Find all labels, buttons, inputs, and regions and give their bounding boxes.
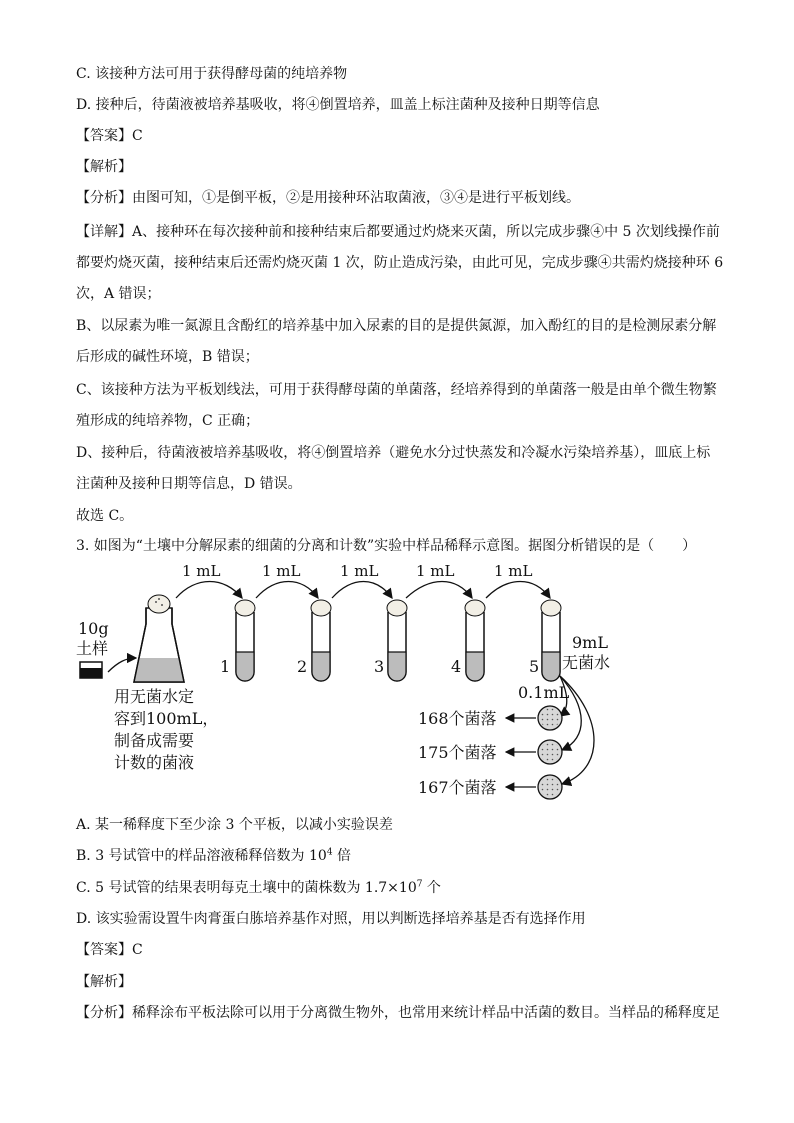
answer: 【答案】C xyxy=(76,942,143,958)
tube-number-3: 3 xyxy=(374,657,385,676)
transfer-label-5: 1 mL xyxy=(494,562,533,580)
analysis-start: 【分析】稀释涂布平板法除可以用于分离微生物外，也常用来统计样品中活菌的数目。当样品的稀释度足 xyxy=(76,1005,720,1021)
transfer-label-4: 1 mL xyxy=(416,562,455,580)
flask-caption-4: 计数的菌液 xyxy=(114,753,195,772)
tube-number-2: 2 xyxy=(297,657,308,676)
plate-count-3: 167个菌落 xyxy=(418,778,497,797)
plate-1 xyxy=(538,706,562,730)
analysis-text: 【分析】由图可知，①是倒平板，②是用接种环沾取菌液，③④是进行平板划线。 xyxy=(76,190,580,206)
option-d: D. 该实验需设置牛肉膏蛋白胨培养基作对照，用以判断选择培养基是否有选择作用 xyxy=(76,911,586,927)
flask-caption-1: 用无菌水定 xyxy=(114,687,195,706)
plate-count-1: 168个菌落 xyxy=(418,709,497,728)
option-c xyxy=(76,878,441,898)
option-b-suffix: 倍 xyxy=(332,848,351,864)
option-c-suffix: 个 xyxy=(422,880,441,896)
detail-d-line-1: D、接种后，待菌液被培养基吸收，将④倒置培养（避免水分过快蒸发和冷凝水污染培养基），皿底上标 xyxy=(76,445,711,461)
transfer-label-1: 1 mL xyxy=(182,562,221,580)
analysis-heading-prev: 【解析】 xyxy=(76,159,132,175)
option-c-text: C. 5 号试管的结果表明每克土壤中的菌株数为 1.7×10 xyxy=(76,880,417,896)
tube-water: 无菌水 xyxy=(562,653,611,672)
detail-c-line-2: 殖形成的纯培养物，C 正确； xyxy=(76,413,260,429)
option-c-exponent: 7 xyxy=(416,879,423,890)
transfer-label-2: 1 mL xyxy=(262,562,301,580)
test-tube-1 xyxy=(235,600,255,681)
tube-number-5: 5 xyxy=(529,657,540,676)
plate-2 xyxy=(538,740,562,764)
plating-arrows xyxy=(560,676,594,784)
soil-to-flask-arrow xyxy=(108,658,136,672)
option-b-text: B. 3 号试管中的样品溶液稀释倍数为 10 xyxy=(76,848,327,864)
detail-line-1: 【详解】A、接种环在每次接种前和接种结束后都要通过灼烧来灭菌，所以完成步骤④中 5 次划线操作前 xyxy=(76,224,720,240)
analysis-heading: 【解析】 xyxy=(76,974,132,990)
detail-c-line-1: C、该接种方法为平板划线法，可用于获得酵母菌的单菌落，经培养得到的单菌落一般是由单个微生物繁 xyxy=(76,382,717,398)
transfer-arrows xyxy=(176,582,550,599)
count-arrows xyxy=(506,718,536,787)
flask-caption-3: 制备成需要 xyxy=(114,731,195,750)
plating-volume: 0.1mL xyxy=(518,683,570,702)
conclusion: 故选 C。 xyxy=(76,508,134,524)
tube-number-4: 4 xyxy=(451,657,462,676)
plate-count-2: 175个菌落 xyxy=(418,743,497,762)
question-3-stem: 3. 如图为“土壤中分解尿素的细菌的分离和计数”实验中样品稀释示意图。据图分析错误的是（ ） xyxy=(76,538,697,554)
option-c-prev: C. 该接种方法可用于获得酵母菌的纯培养物 xyxy=(76,66,348,82)
soil-container-icon xyxy=(80,662,102,678)
test-tube-3 xyxy=(387,600,407,681)
option-a: A. 某一稀释度下至少涂 3 个平板，以减小实验误差 xyxy=(76,817,393,833)
test-tube-4 xyxy=(465,600,485,681)
detail-d-line-2: 注菌种及接种日期等信息，D 错误。 xyxy=(76,476,302,492)
answer-prev: 【答案】C xyxy=(76,128,143,144)
option-b xyxy=(76,846,351,866)
test-tube-5 xyxy=(541,600,561,681)
plate-3 xyxy=(538,775,562,799)
detail-line-3: 次，A 错误； xyxy=(76,286,161,302)
tube-volume: 9mL xyxy=(572,633,608,652)
detail-line-2: 都要灼烧灭菌，接种结束后还需灼烧灭菌 1 次，防止造成污染，由此可见，完成步骤④共需灼烧接种环 6 xyxy=(76,255,724,271)
detail-b-line-1: B、以尿素为唯一氮源且含酚红的培养基中加入尿素的目的是提供氮源，加入酚红的目的是检测尿素分解 xyxy=(76,318,717,334)
tube-number-1: 1 xyxy=(220,657,231,676)
option-b-exponent: 4 xyxy=(326,847,333,858)
test-tube-2 xyxy=(311,600,331,681)
soil-label: 土样 xyxy=(76,639,109,658)
flask-icon xyxy=(134,595,184,682)
detail-b-line-2: 后形成的碱性环境，B 错误； xyxy=(76,349,259,365)
soil-mass: 10g xyxy=(78,619,109,638)
transfer-label-3: 1 mL xyxy=(340,562,379,580)
dilution-diagram xyxy=(76,558,756,810)
flask-caption-2: 容到100mL， xyxy=(114,709,219,728)
option-d-prev: D. 接种后，待菌液被培养基吸收，将④倒置培养，皿盖上标注菌种及接种日期等信息 xyxy=(76,97,600,113)
